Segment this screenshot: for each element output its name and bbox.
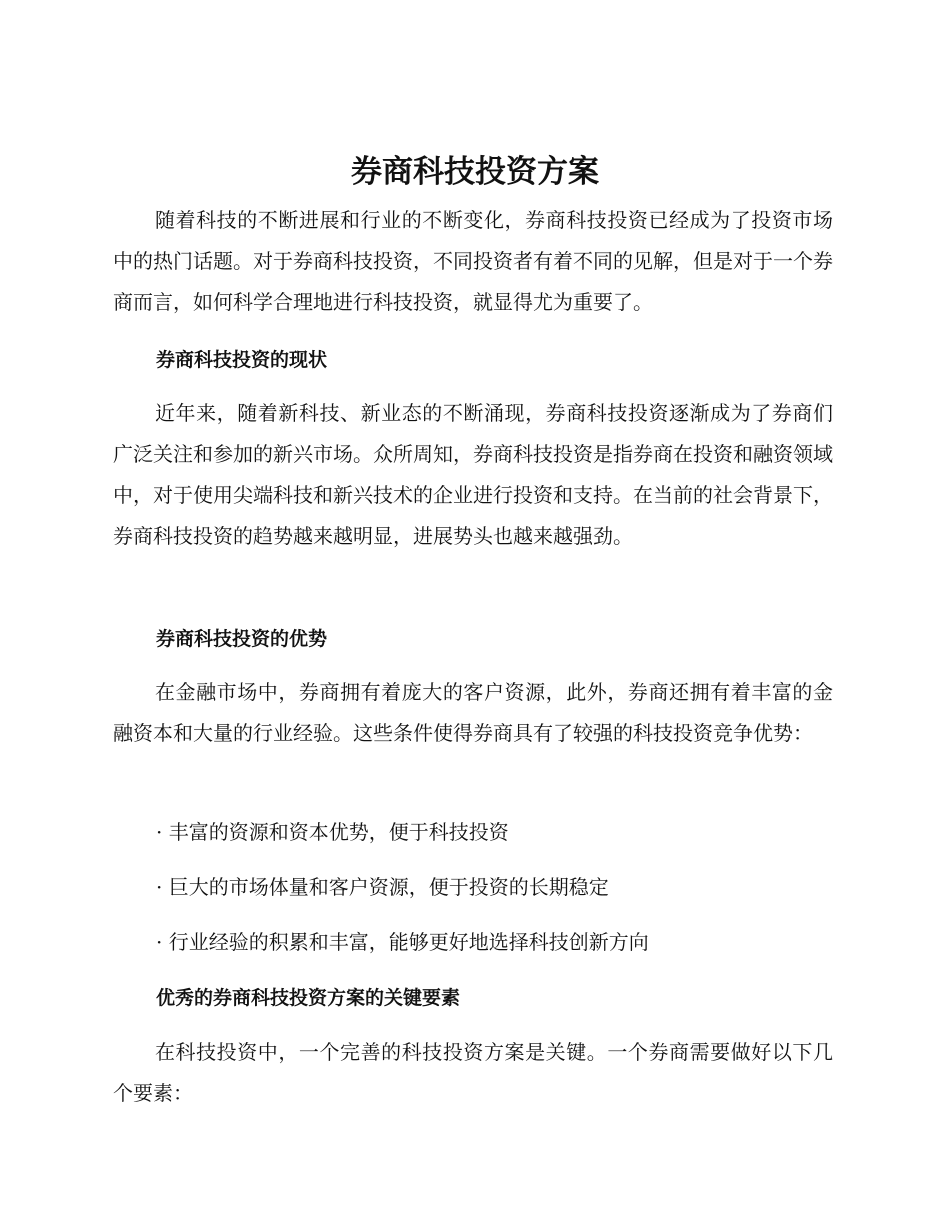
intro-paragraph: 随着科技的不断进展和行业的不断变化，券商科技投资已经成为了投资市场中的热门话题。对于券商科技投资，不同投资者有着不同的见解，但是对于一个券商而言，如何科学合理地进行科技投资，就显得尤为重要了。 xyxy=(113,208,833,314)
section-body-key-elements: 在科技投资中，一个完善的科技投资方案是关键。一个券商需要做好以下几个要素： xyxy=(113,1040,833,1105)
section-heading-advantages: 券商科技投资的优势 xyxy=(156,628,328,650)
bullet-item: · 丰富的资源和资本优势，便于科技投资 xyxy=(156,820,509,844)
section-body-advantages: 在金融市场中，券商拥有着庞大的客户资源，此外，券商还拥有着丰富的金融资本和大量的行业经验。这些条件使得券商具有了较强的科技投资竞争优势： xyxy=(113,680,833,745)
bullet-item: · 巨大的市场体量和客户资源，便于投资的长期稳定 xyxy=(156,875,609,899)
section-body-status: 近年来，随着新科技、新业态的不断涌现，券商科技投资逐渐成为了券商们广泛关注和参加的新兴市场。众所周知，券商科技投资是指券商在投资和融资领域中，对于使用尖端科技和新兴技术的企业进行投资和支持。在当前的社会背景下，券商科技投资的趋势越来越明显，进展势头也越来越强劲。 xyxy=(113,401,833,548)
section-heading-status: 券商科技投资的现状 xyxy=(156,349,328,371)
bullet-item: · 行业经验的积累和丰富，能够更好地选择科技创新方向 xyxy=(156,930,649,954)
section-heading-key-elements: 优秀的券商科技投资方案的关键要素 xyxy=(156,987,461,1009)
document-title: 券商科技投资方案 xyxy=(351,154,599,190)
